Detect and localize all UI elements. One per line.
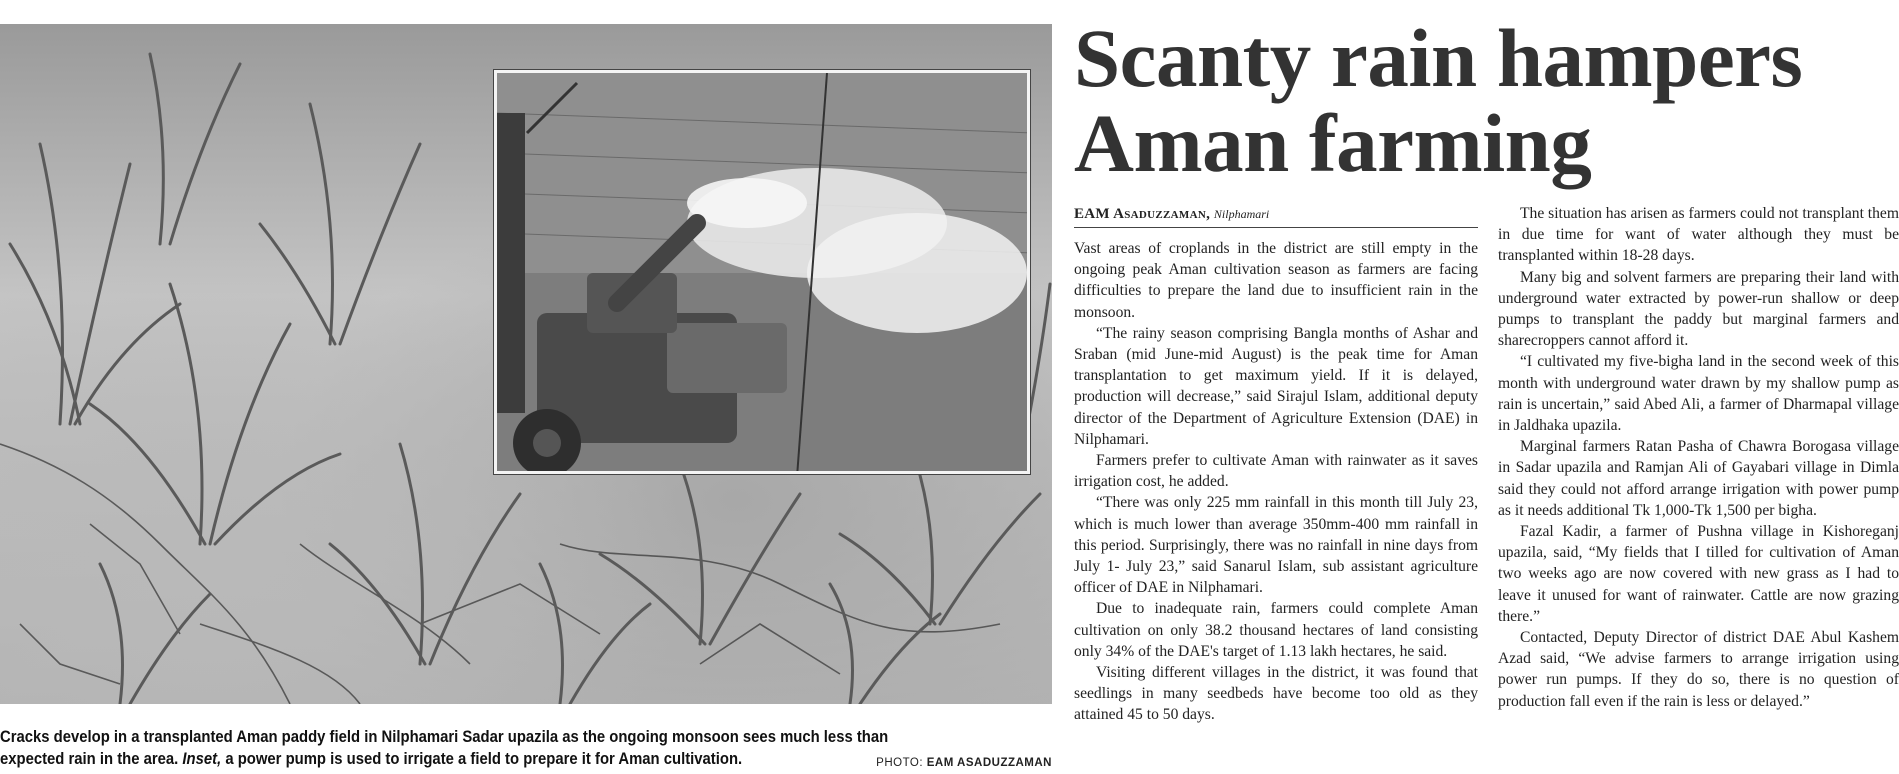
paragraph: The situation has arisen as farmers could not transplant them in due time for want of water although they must be transplanted within 18-28 days.: [1498, 205, 1899, 265]
paragraph: Fazal Kadir, a farmer of Pushna village in Kishoreganj upazila, said, “My fields that I tilled for cultivation of Aman two weeks ago are now covered with new grass as I had to leave it unused for want of rainwater. Cattle are now grazing there.”: [1498, 523, 1899, 625]
caption-inset-label: Inset,: [182, 750, 222, 768]
caption-text: Cracks develop in a transplanted Aman paddy field in Nilphamari Sadar upazila as the ongoing monsoon sees much less than expected rain in the area.: [0, 728, 889, 768]
paragraph: “I cultivated my five-bigha land in the second week of this month with underground water drawn by my shallow pump as rain is uncertain,” said Abed Ali, a farmer of Dharmapal village in Jaldhaka upazila.: [1498, 353, 1899, 435]
power-pump-illustration: [497, 73, 1030, 474]
paragraph: Contacted, Deputy Director of district DAE Abul Kashem Azad said, “We advise farmers to arrange irrigation using power run pumps. If they do so, there is no question of production fall even if the rain is less or delayed.”: [1498, 629, 1899, 710]
byline: [1074, 206, 1478, 228]
photo-credit-label: PHOTO:: [876, 757, 927, 769]
paddy-field-photo: [0, 24, 1052, 704]
photo-credit: [876, 757, 1052, 769]
byline-location: Nilphamari: [1213, 207, 1270, 221]
photo-credit-name: EAM ASADUZZAMAN: [926, 757, 1052, 769]
paragraph: Vast areas of croplands in the district are still empty in the ongoing peak Aman cultivation season as farmers are facing difficulties to prepare the land due to insufficient rain in the monsoon.: [1074, 240, 1478, 321]
headline: [1074, 12, 1894, 189]
article-column-1: [1074, 238, 1478, 726]
caption-text-inset: a power pump is used to irrigate a field to prepare it for Aman cultivation.: [221, 750, 743, 768]
byline-author: EAM Asaduzzaman,: [1074, 206, 1211, 222]
headline-line-1: Scanty rain hampers: [1074, 12, 1803, 104]
inset-pump-photo: [494, 70, 1030, 474]
paragraph: Due to inadequate rain, farmers could complete Aman cultivation on only 38.2 thousand hectares of land consisting only 34% of the DAE's target of 1.13 lakh hectares, he said.: [1074, 600, 1478, 660]
paragraph: Farmers prefer to cultivate Aman with rainwater as it saves irrigation cost, he added.: [1074, 452, 1478, 491]
paragraph: Visiting different villages in the district, it was found that seedlings in many seedbeds have become too old as they attained 45 to 50 days.: [1074, 664, 1478, 724]
article-column-2: [1498, 203, 1899, 712]
photo-caption: [0, 726, 900, 770]
paragraph: “There was only 225 mm rainfall in this month till July 23, which is much lower than average 350mm-400 mm rainfall in this period. Surprisingly, there was no rainfall in nine days from July 1- July 23,” said Sanarul Islam, sub assistant agriculture officer of DAE in Nilphamari.: [1074, 494, 1478, 597]
headline-line-2: Aman farming: [1074, 97, 1592, 189]
paragraph: “The rainy season comprising Bangla months of Ashar and Sraban (mid June-mid August) is the peak time for Aman transplantation to get maximum yield. If it is delayed, production will decrease,” said Sirajul Islam, additional deputy director of the Department of Agriculture Extension (DAE) in Nilphamari.: [1074, 324, 1478, 448]
paragraph: Marginal farmers Ratan Pasha of Chawra Borogasa village in Sadar upazila and Ramjan Ali of Gayabari village in Dimla said they could not afford arrange irrigation with power pump as it needs additional Tk 1,000-Tk 1,500 per bigha.: [1498, 438, 1899, 519]
paragraph: Many big and solvent farmers are preparing their land with underground water extracted by power-run shallow or deep pumps to transplant the paddy but marginal farmers and sharecroppers cannot afford it.: [1498, 268, 1899, 350]
